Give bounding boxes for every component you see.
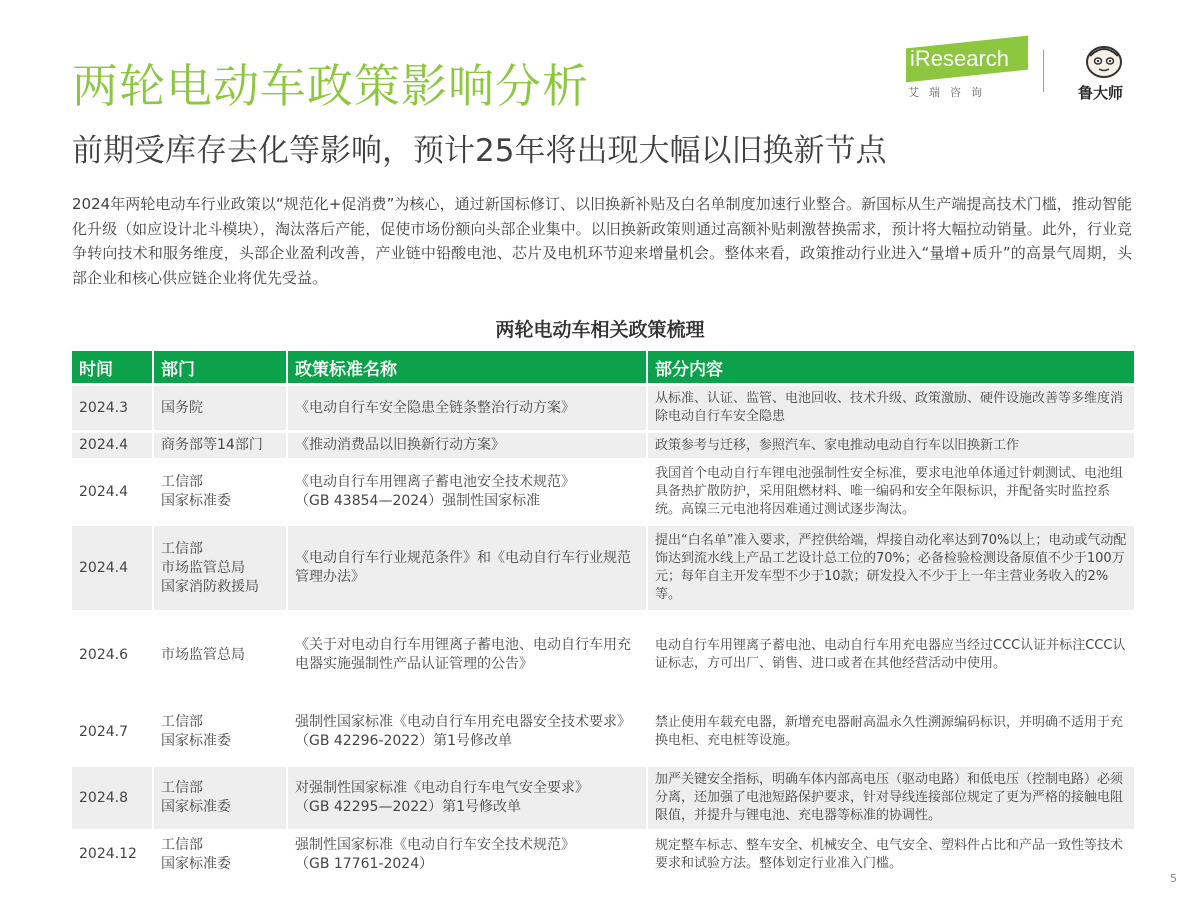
cell-policy-name: 《关于对电动自行车用锂离子蓄电池、电动自行车用充电器实施强制性产品认证管理的公告》 [295, 637, 631, 672]
table-row [72, 767, 1134, 829]
cell-time: 2024.7 [79, 723, 128, 740]
cell-policy-name: 强制性国家标准《电动自行车用充电器安全技术要求》（GB 42296-2022）第1号修改单 [295, 714, 631, 749]
column-header: 部分内容 [648, 351, 1134, 383]
cell-department: 工信部 国家标准委 [154, 767, 286, 829]
cell-policy-name: 强制性国家标准《电动自行车安全技术规范》 （GB 17761-2024） [295, 836, 575, 872]
table-row [72, 613, 1134, 697]
cell-time: 2024.6 [79, 646, 128, 663]
cell-policy-name: 《电动自行车安全隐患全链条整治行动方案》 [288, 386, 646, 430]
cell-department: 国务院 [154, 386, 286, 430]
cell-time: 2024.4 [72, 433, 152, 458]
table-row [72, 461, 1134, 523]
iresearch-logo-text: iResearch [910, 46, 1010, 71]
cell-content: 政策参考与迁移，参照汽车、家电推动电动自行车以旧换新工作 [648, 433, 1134, 458]
logo-area [900, 42, 1130, 102]
page-subtitle: 前期受库存去化等影响，预计25年将出现大幅以旧换新节点 [72, 133, 887, 169]
cell-policy-name: 《推动消费品以旧换新行动方案》 [288, 433, 646, 458]
column-header: 时间 [72, 351, 152, 383]
cell-content: 规定整车标志、整车安全、机械安全、电气安全、塑料件占比和产品一致性等技术要求和试验方法。整体划定行业准入门槛。 [655, 837, 1124, 871]
cell-policy-name: 对强制性国家标准《电动自行车电气安全要求》 （GB 42295—2022）第1号修改单 [288, 767, 646, 829]
logo-divider [1043, 50, 1044, 92]
table-row [72, 832, 1134, 877]
intro-paragraph: 2024年两轮电动车行业政策以“规范化+促消费”为核心，通过新国标修订、以旧换新补贴及白名单制度加速行业整合。新国标从生产端提高技术门槛，推动智能化升级（如应设计北斗模块），淘汰落后产能，促使市场份额向头部企业集中。以旧换新政策则通过高额补贴刺激替换需求，预计将大幅拉动销量。此外，行业竞争转向技术和服务维度，头部企业盈利改善，产业链中铅酸电池、芯片及电机环节迎来增量机会。整体来看，政策推动行业进入“量增+质升”的高景气周期，头部企业和核心供应链企业将优先受益。 [72, 195, 1132, 287]
iresearch-logo-subtext: 艾瑞咨询 [908, 86, 992, 99]
cell-content: 从标准、认证、监管、电池回收、技术升级、政策激励、硬件设施改善等多维度消除电动自行车安全隐患 [648, 386, 1134, 430]
cell-content: 提出“白名单”准入要求，严控供给端，焊接自动化率达到70%以上；电动或气动配饰达到流水线上产品工艺设计总工位的70%；必备检验检测设备原值不少于100万元；每年自主开发车型不少于10款；研发投入不少于上一年主营业务收入的2%等。 [648, 526, 1134, 610]
cell-time: 2024.4 [79, 483, 128, 500]
cell-content: 我国首个电动自行车锂电池强制性安全标准，要求电池单体通过针刺测试、电池组具备热扩散防护，采用阻燃材料、唯一编码和安全年限标识，并配备实时监控系统。高镍三元电池将因难通过测试逐步淘汰。 [655, 466, 1124, 517]
cell-content: 电动自行车用锂离子蓄电池、电动自行车用充电器应当经过CCC认证并标注CCC认证标志，方可出厂、销售、进口或者在其他经营活动中使用。 [655, 638, 1126, 671]
cell-time: 2024.3 [72, 386, 152, 430]
column-header: 部门 [154, 351, 286, 383]
column-header: 政策标准名称 [288, 351, 646, 383]
mascot-icon [1084, 44, 1124, 80]
cell-policy-name: 《电动自行车用锂离子蓄电池安全技术规范》 （GB 43854—2024）强制性国家标准 [295, 474, 575, 509]
page-title: 两轮电动车政策影响分析 [72, 59, 589, 113]
cell-department: 商务部等14部门 [154, 433, 286, 458]
table-row [72, 386, 1134, 430]
cell-department: 工信部 国家标准委 [161, 836, 231, 872]
cell-time: 2024.4 [72, 526, 152, 610]
table-row [72, 433, 1134, 458]
cell-content: 禁止使用车载充电器，新增充电器耐高温永久性溯源编码标识，并明确不适用于充换电柜、充电桩等设施。 [655, 715, 1124, 748]
page-number: 5 [1170, 872, 1177, 885]
table-title: 两轮电动车相关政策梳理 [495, 319, 705, 341]
cell-time: 2024.12 [79, 846, 137, 862]
cell-department: 工信部 市场监管总局 国家消防救援局 [154, 526, 286, 610]
cell-policy-name: 《电动自行车行业规范条件》和《电动自行车行业规范管理办法》 [288, 526, 646, 610]
table-row [72, 526, 1134, 610]
policy-table [70, 351, 1136, 877]
cell-department: 工信部 国家标准委 [161, 714, 231, 749]
table-row [72, 700, 1134, 764]
cell-time: 2024.8 [72, 767, 152, 829]
table-header-row [72, 351, 1134, 383]
mascot-logo-text: 鲁大师 [1078, 84, 1124, 102]
cell-department: 市场监管总局 [161, 646, 245, 663]
cell-content: 加严关键安全指标，明确车体内部高电压（驱动电路）和低电压（控制电路）必须分离，还加强了电池短路保护要求，针对导线连接部位规定了更为严格的接触电阻限值，并提升与锂电池、充电器等标准的协调性。 [648, 767, 1134, 829]
cell-department: 工信部 国家标准委 [161, 474, 231, 509]
